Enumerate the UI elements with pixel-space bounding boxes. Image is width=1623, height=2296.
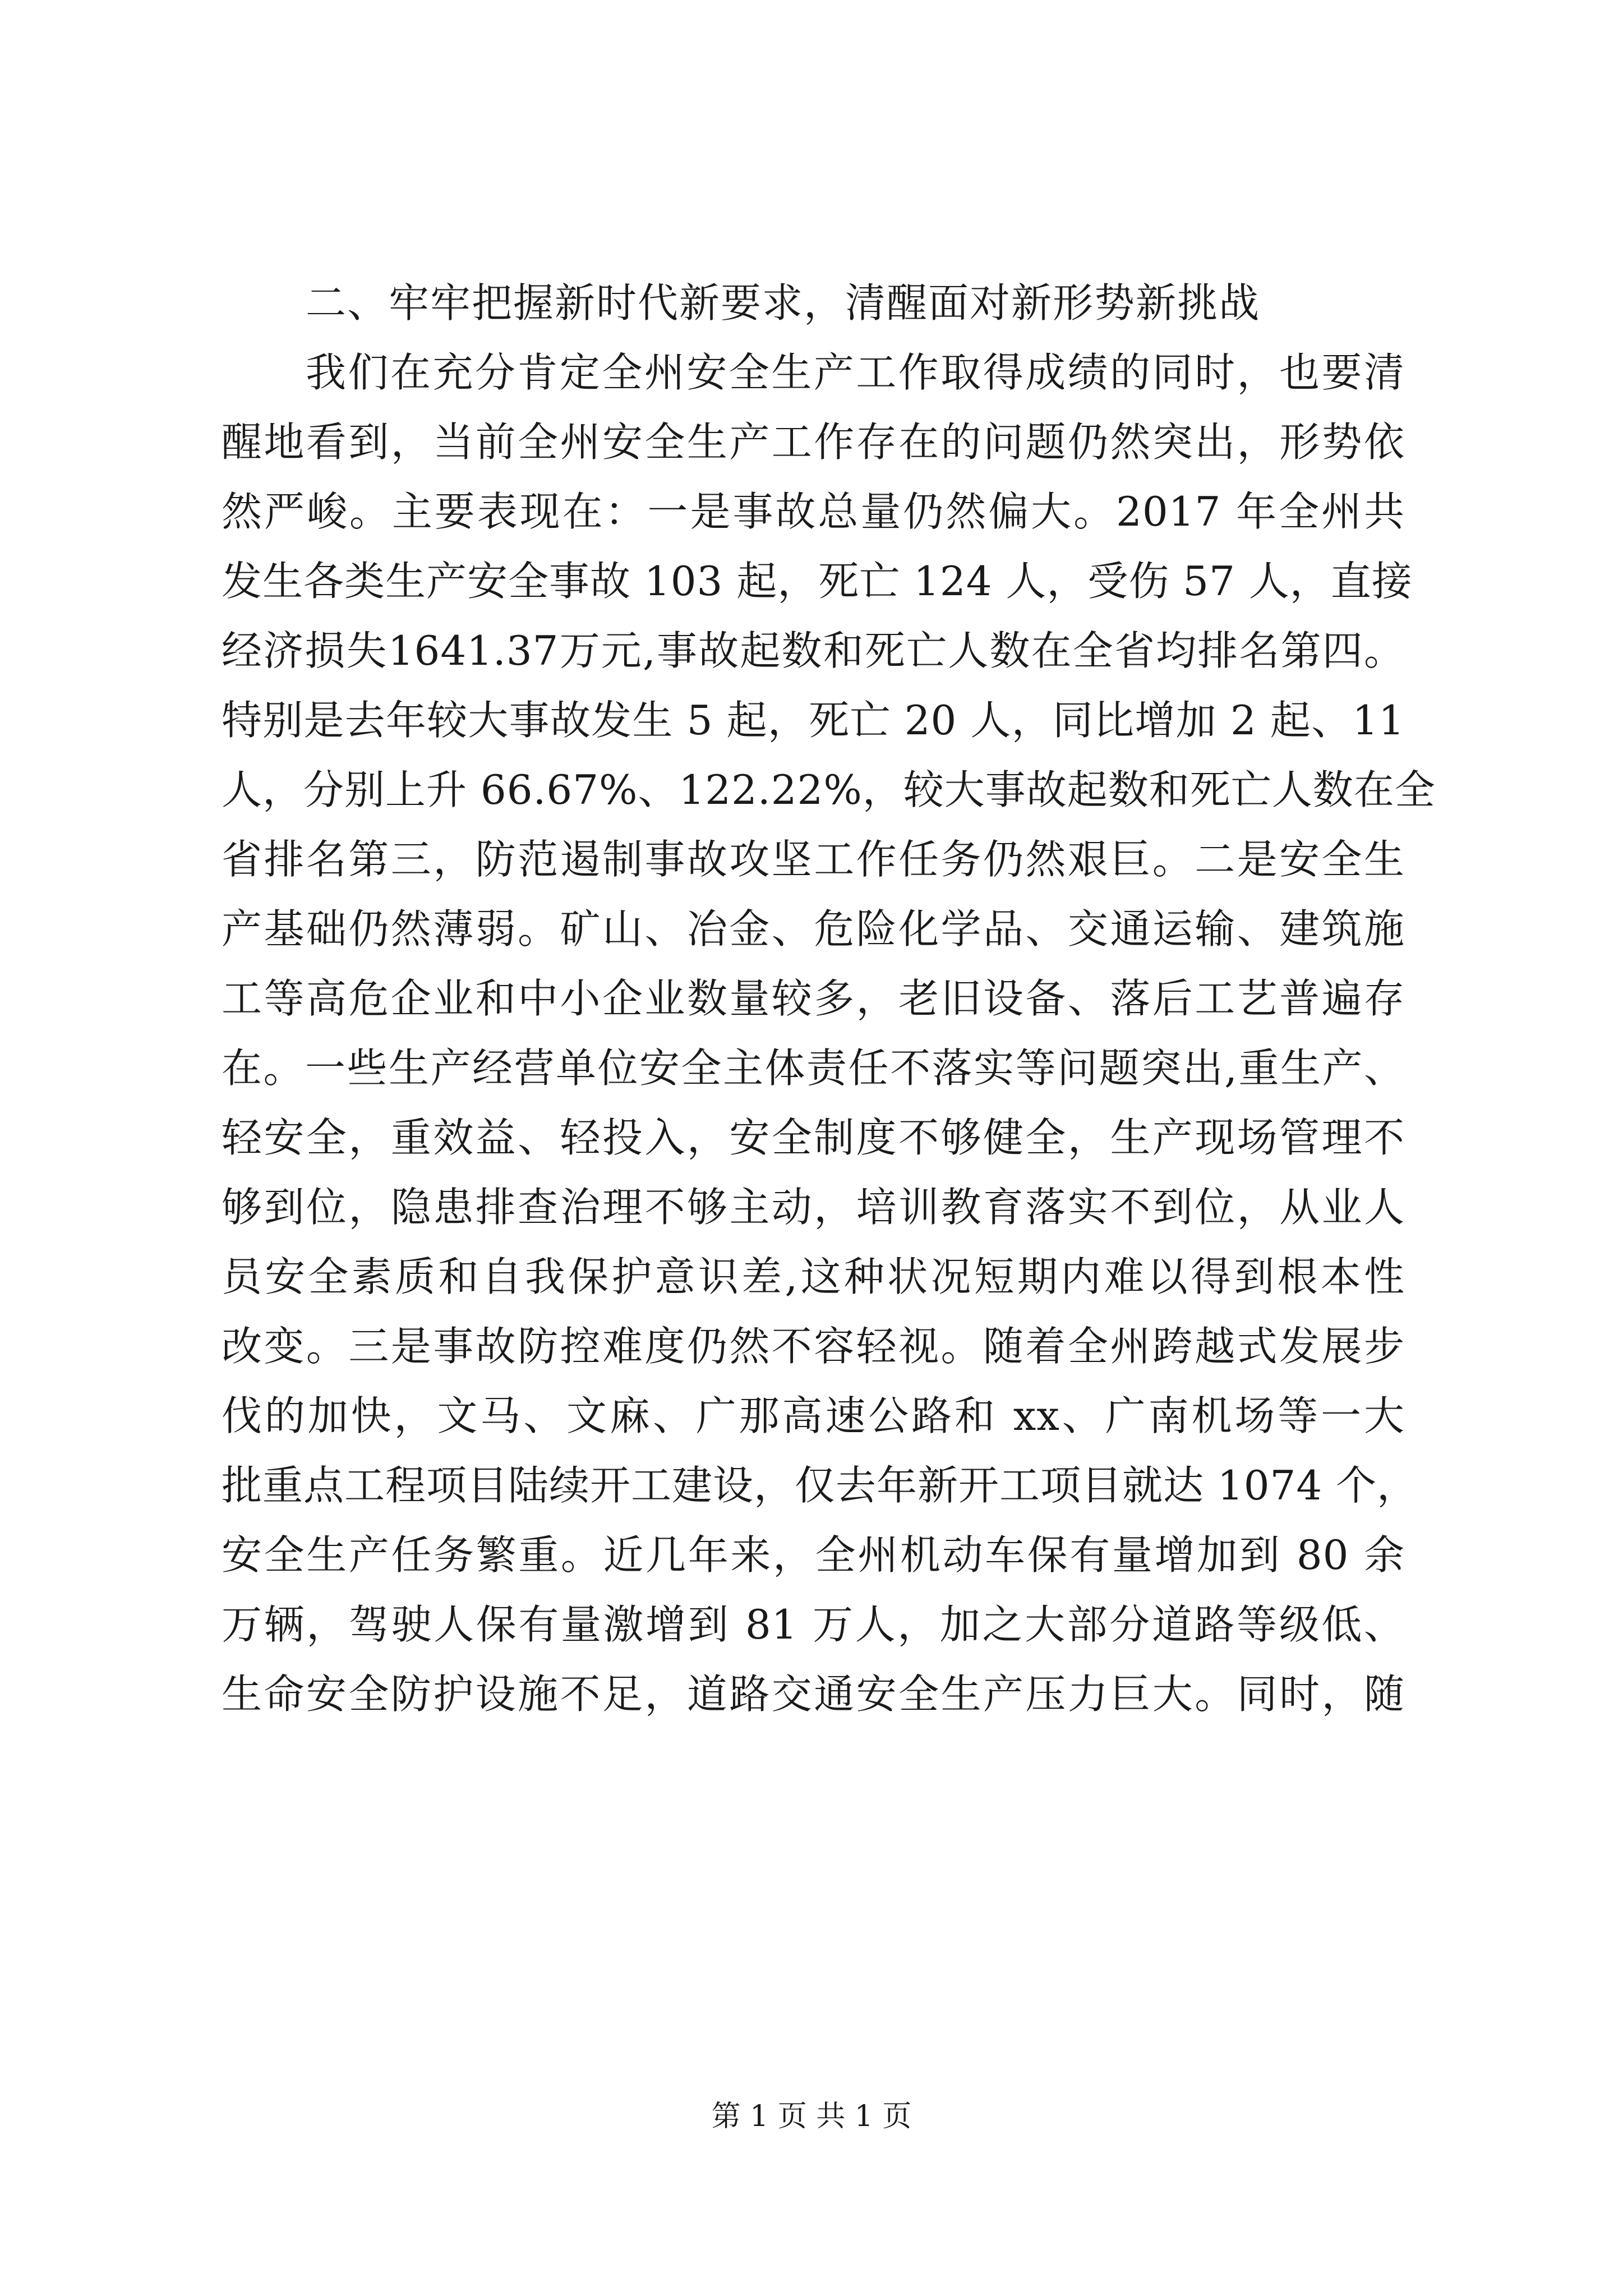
paragraph-line: 万辆，驾驶人保有量激增到 81 万人，加之大部分道路等级低、 bbox=[222, 1601, 1405, 1648]
paragraph-line: 在。一些生产经营单位安全主体责任不落实等问题突出,重生产、 bbox=[222, 1045, 1405, 1092]
paragraph-line: 省排名第三，防范遏制事故攻坚工作任务仍然艰巨。二是安全生 bbox=[222, 836, 1405, 883]
paragraph-line: 经济损失1641.37万元,事故起数和死亡人数在全省均排名第四。 bbox=[222, 627, 1405, 674]
paragraph-line: 产基础仍然薄弱。矿山、冶金、危险化学品、交通运输、建筑施 bbox=[222, 905, 1405, 953]
section-heading bbox=[222, 268, 1405, 338]
paragraph-line: 员安全素质和自我保护意识差,这种状况短期内难以得到根本性 bbox=[222, 1253, 1405, 1300]
section-heading-text: 二、牢牢把握新时代新要求，清醒面对新形势新挑战 bbox=[306, 279, 1261, 326]
paragraph-line: 够到位，隐患排查治理不够主动，培训教育落实不到位，从业人 bbox=[222, 1184, 1405, 1231]
page-number-label: 第 1 页 共 1 页 bbox=[711, 2100, 912, 2133]
paragraph-line: 我们在充分肯定全州安全生产工作取得成绩的同时，也要清 bbox=[306, 349, 1405, 396]
paragraph-line: 批重点工程项目陆续开工建设，仅去年新开工项目就达 1074 个， bbox=[222, 1462, 1418, 1509]
paragraph bbox=[222, 338, 1436, 1729]
paragraph-line: 然严峻。主要表现在：一是事故总量仍然偏大。2017 年全州共 bbox=[222, 488, 1405, 535]
paragraph-line: 伐的加快，文马、文麻、广那高速公路和 xx、广南机场等一大 bbox=[222, 1392, 1405, 1439]
paragraph-line: 生命安全防护设施不足，道路交通安全生产压力巨大。同时，随 bbox=[222, 1671, 1405, 1718]
paragraph-line: 发生各类生产安全事故 103 起，死亡 124 人，受伤 57 人，直接 bbox=[222, 558, 1413, 605]
paragraph-line: 工等高危企业和中小企业数量较多，老旧设备、落后工艺普遍存 bbox=[222, 975, 1405, 1022]
page-footer bbox=[0, 2097, 1623, 2136]
paragraph-line: 轻安全，重效益、轻投入，安全制度不够健全，生产现场管理不 bbox=[222, 1114, 1405, 1161]
paragraph-line: 特别是去年较大事故发生 5 起，死亡 20 人，同比增加 2 起、11 bbox=[222, 697, 1405, 744]
paragraph-line: 安全生产任务繁重。近几年来，全州机动车保有量增加到 80 余 bbox=[222, 1531, 1405, 1579]
paragraph-line: 人，分别上升 66.67%、122.22%，较大事故起数和死亡人数在全 bbox=[222, 766, 1436, 813]
document-body bbox=[222, 268, 1436, 1729]
paragraph-line: 醒地看到，当前全州安全生产工作存在的问题仍然突出，形势依 bbox=[222, 418, 1405, 466]
paragraph-line: 改变。三是事故防控难度仍然不容轻视。随着全州跨越式发展步 bbox=[222, 1323, 1405, 1370]
